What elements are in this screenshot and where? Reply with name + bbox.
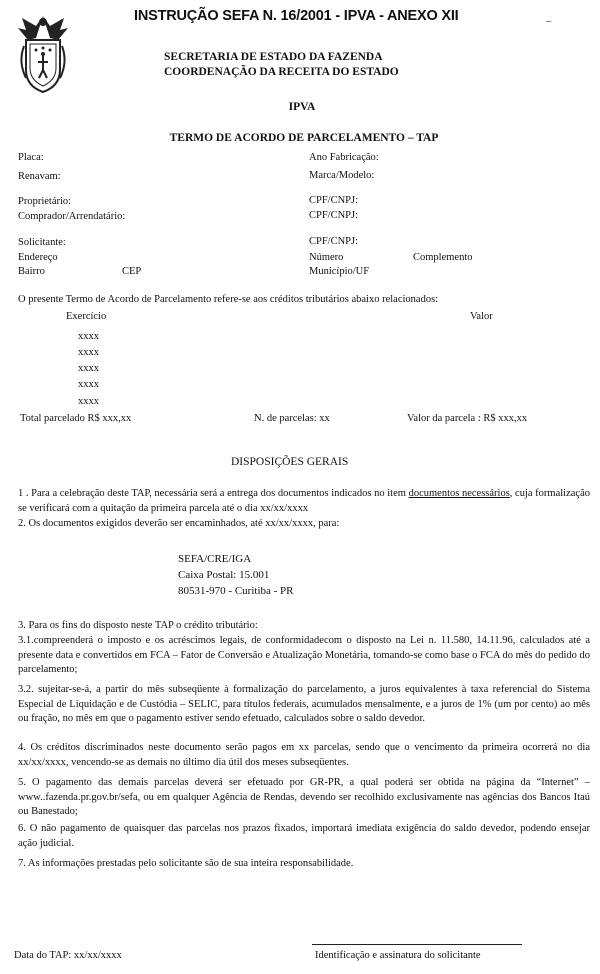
valor-parcela: Valor da parcela : R$ xxx,xx [407,413,528,424]
field-bairro: Bairro [18,266,45,277]
data-do-tap: Data do TAP: xx/xx/xxxx [14,950,122,961]
credit-row: xxxx [78,396,99,407]
clause-3-2: 3.2. sujeitar-se-á, a partir do mês subseqüente à formalização do parcelamento, a juros equivalentes à taxa referencial do Sistema Especial de Liquidação e de Custódia – SELIC, para títulos federais, acumulados mensalmente, e a juros de 1% (um por cento) ao mês ou fração, no mês em que o pagamento estiver sendo efetuado, calculados sobre o saldo devedor. [18,684,590,724]
column-valor: Valor [470,311,493,322]
clause-2: 2. Os documentos exigidos deverão ser encaminhados, até xx/xx/xxxx, para: [18,518,340,529]
field-placa: Placa: [18,152,44,163]
org-line-1: SECRETARIA DE ESTADO DA FAZENDA [164,51,383,63]
disposicoes-heading: DISPOSIÇÕES GERAIS [231,456,349,468]
signature-label: Identificação e assinatura do solicitante [315,950,481,961]
clause-3: 3. Para os fins do disposto neste TAP o crédito tributário: [18,620,258,631]
field-solicitante: Solicitante: [18,237,66,248]
clause-3-1: 3.1.compreenderá o imposto e os acréscimos legais, de conformidadecom o disposto na Lei n. 11.580, 14.11.96, calculados até a presente data e convertidos em FCA – Fator de Conversão e Atualização Monetária, tomando-se como base o FCA do mês do pedido do parcelamento; [18,635,590,675]
credits-intro: O presente Termo de Acordo de Parcelamento refere-se aos créditos tributários abaixo relacionados: [18,294,439,305]
clause-5: 5. O pagamento das demais parcelas deverá ser efetuado por GR-PR, a qual poderá ser obtida na página da “Internet” – www..fazenda.pr.gov.br/sefa, ou em qualquer Agência de Rendas, devendo ser recolhido exclusivamente nas agências dos Bancos Itaú ou Banestado; [18,777,590,817]
scan-speck: – [546,16,551,27]
field-proprietario: Proprietário: [18,196,72,207]
field-complemento: Complemento [413,252,473,263]
credit-row: xxxx [78,363,99,374]
field-endereco: Endereço [18,252,58,263]
signature-line [312,944,522,945]
field-cpf-cnpj-1: CPF/CNPJ: [309,195,359,206]
field-numero: Número [309,252,344,263]
clause-7: 7. As informações prestadas pelo solicitante são de sua inteira responsabilidade. [18,858,354,869]
clause-6: 6. O não pagamento de quaisquer das parcelas nos prazos fixados, importará imediata exigência do saldo devedor, podendo ensejar ação judicial. [18,823,590,849]
field-marca-modelo: Marca/Modelo: [309,170,375,181]
address-line-2: Caixa Postal: 15.001 [178,569,270,581]
total-parcelado: Total parcelado R$ xxx,xx [20,413,132,424]
address-line-3: 80531-970 - Curitiba - PR [178,585,294,597]
credit-row: xxxx [78,379,99,390]
credit-row: xxxx [78,347,99,358]
field-cep: CEP [122,266,142,277]
document-title: INSTRUÇÃO SEFA N. 16/2001 - IPVA - ANEXO XII [134,8,459,24]
documentos-necessarios-link[interactable]: documentos necessários [408,488,510,499]
credit-row: xxxx [78,331,99,342]
clause-4: 4. Os créditos discriminados neste documento serão pagos em xx parcelas, sendo que o vencimento da primeira ocorrerá no dia xx/xx/xxxx, vencendo-se as demais no último dia útil dos meses subseqüentes. [18,742,590,768]
clause-1 [18,487,590,516]
coat-of-arms-icon [14,12,72,94]
org-line-2: COORDENAÇÃO DA RECEITA DO ESTADO [164,66,399,78]
address-line-1: SEFA/CRE/IGA [178,553,252,565]
field-comprador: Comprador/Arrendatário: [18,211,126,222]
form-title: TERMO DE ACORDO DE PARCELAMENTO – TAP [169,132,439,144]
column-exercicio: Exercício [66,311,107,322]
numero-parcelas: N. de parcelas: xx [254,413,330,424]
clause-1-text-b: , cuja formalização se verificará com a quitação da primeira parcela até o dia xx/xx/xxxx [18,488,590,514]
field-ano-fabricacao: Ano Fabricação: [309,152,379,163]
field-cpf-cnpj-2: CPF/CNPJ: [309,210,359,221]
field-cpf-cnpj-3: CPF/CNPJ: [309,236,359,247]
field-renavam: Renavam: [18,171,61,182]
field-municipio: Município/UF [309,266,370,277]
clause-1-text-a: 1 . Para a celebração deste TAP, necessária será a entrega dos documentos indicados no item [18,488,409,499]
section-title: IPVA [288,101,316,113]
